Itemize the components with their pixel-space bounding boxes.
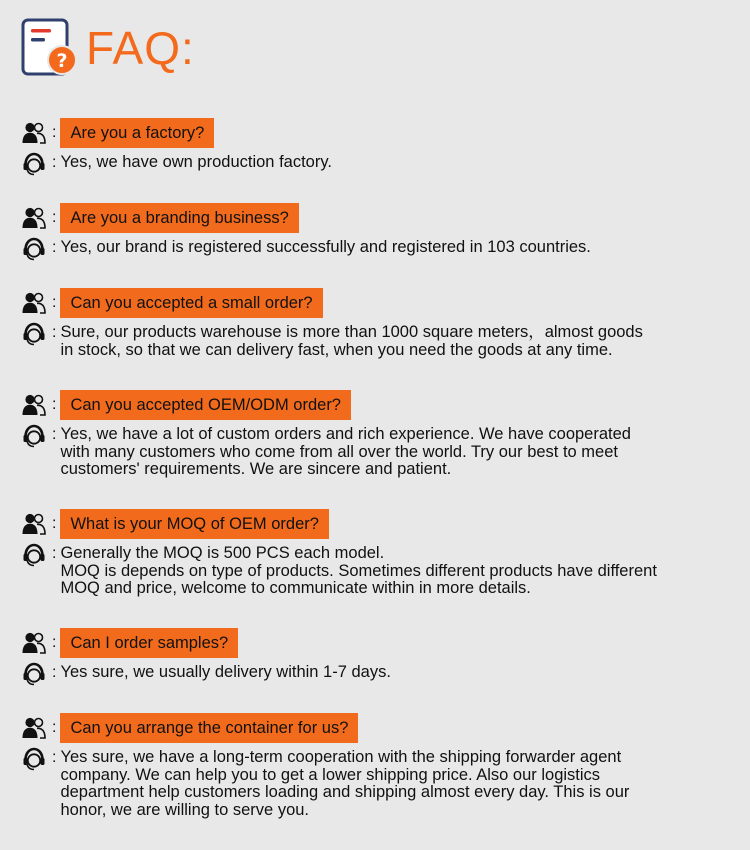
user-pair-icon (22, 631, 46, 655)
faq-answer-row (22, 664, 737, 686)
faq-answer-row (22, 154, 737, 176)
answer-colon: : (52, 426, 57, 443)
faq-answer: Yes sure, we usually delivery within 1-7 days. (60, 663, 391, 681)
answer-colon: : (52, 749, 57, 766)
question-colon: : (52, 634, 57, 651)
headset-agent-icon (22, 424, 46, 448)
faq-answer: Yes, we have own production factory. (60, 153, 332, 171)
user-pair-icon (22, 121, 46, 145)
faq-answer-row (22, 239, 737, 261)
faq-answer-row (22, 545, 737, 598)
headset-agent-icon (22, 662, 46, 686)
faq-question: Are you a factory? (60, 118, 214, 148)
svg-text:?: ? (56, 50, 68, 72)
faq-answer-row (22, 749, 737, 819)
faq-item (22, 628, 737, 686)
question-colon: : (52, 396, 57, 413)
faq-answer: Yes sure, we have a long-term cooperation with the shipping forwarder agent company. We can help you to get a lower shipping price. Also our logistics department help customers loading and shipping almost every day. This is our honor, we are willing to serve you. (60, 748, 630, 819)
user-pair-icon (22, 206, 46, 230)
faq-item (22, 713, 737, 819)
answer-colon: : (52, 324, 57, 341)
faq-question-row (22, 390, 737, 420)
headset-agent-icon (22, 543, 46, 567)
user-pair-icon (22, 512, 46, 536)
faq-answer-row (22, 324, 737, 359)
faq-question: Can I order samples? (60, 628, 238, 658)
faq-header (20, 16, 195, 80)
headset-agent-icon (22, 152, 46, 176)
faq-question: Can you accepted a small order? (60, 288, 322, 318)
headset-agent-icon (22, 322, 46, 346)
page-title: FAQ: (86, 22, 195, 74)
faq-answer: Sure, our products warehouse is more than 1000 square meters，almost goods in stock, so that we can delivery fast, when you need the goods at any time. (60, 323, 643, 359)
faq-document-question-icon (20, 17, 82, 79)
faq-question-row (22, 713, 737, 743)
answer-colon: : (52, 239, 57, 256)
faq-question-row (22, 509, 737, 539)
faq-question: Are you a branding business? (60, 203, 298, 233)
faq-question: Can you arrange the container for us? (60, 713, 358, 743)
headset-agent-icon (22, 237, 46, 261)
faq-question: Can you accepted OEM/ODM order? (60, 390, 351, 420)
answer-colon: : (52, 154, 57, 171)
faq-answer-row (22, 426, 737, 479)
faq-answer: Generally the MOQ is 500 PCS each model. MOQ is depends on type of products. Sometimes different products have different MOQ and price, welcome to communicate within in more details. (60, 544, 657, 597)
faq-item (22, 390, 737, 479)
answer-colon: : (52, 545, 57, 562)
faq-answer: Yes, we have a lot of custom orders and rich experience. We have cooperated with many customers who come from all over the world. Try our best to meet customers' requirements. We are sincere and patient. (60, 425, 631, 478)
answer-colon: : (52, 664, 57, 681)
question-colon: : (52, 209, 57, 226)
faq-question-row (22, 203, 737, 233)
question-colon: : (52, 124, 57, 141)
faq-item (22, 203, 737, 261)
user-pair-icon (22, 716, 46, 740)
faq-question-row (22, 288, 737, 318)
headset-agent-icon (22, 747, 46, 771)
user-pair-icon (22, 393, 46, 417)
faq-question: What is your MOQ of OEM order? (60, 509, 328, 539)
faq-answer: Yes, our brand is registered successfully and registered in 103 countries. (60, 238, 591, 256)
faq-item (22, 509, 737, 598)
question-colon: : (52, 719, 57, 736)
question-colon: : (52, 515, 57, 532)
faq-question-row (22, 628, 737, 658)
question-colon: : (52, 294, 57, 311)
faq-item (22, 288, 737, 359)
user-pair-icon (22, 291, 46, 315)
faq-item (22, 118, 737, 176)
faq-question-row (22, 118, 737, 148)
